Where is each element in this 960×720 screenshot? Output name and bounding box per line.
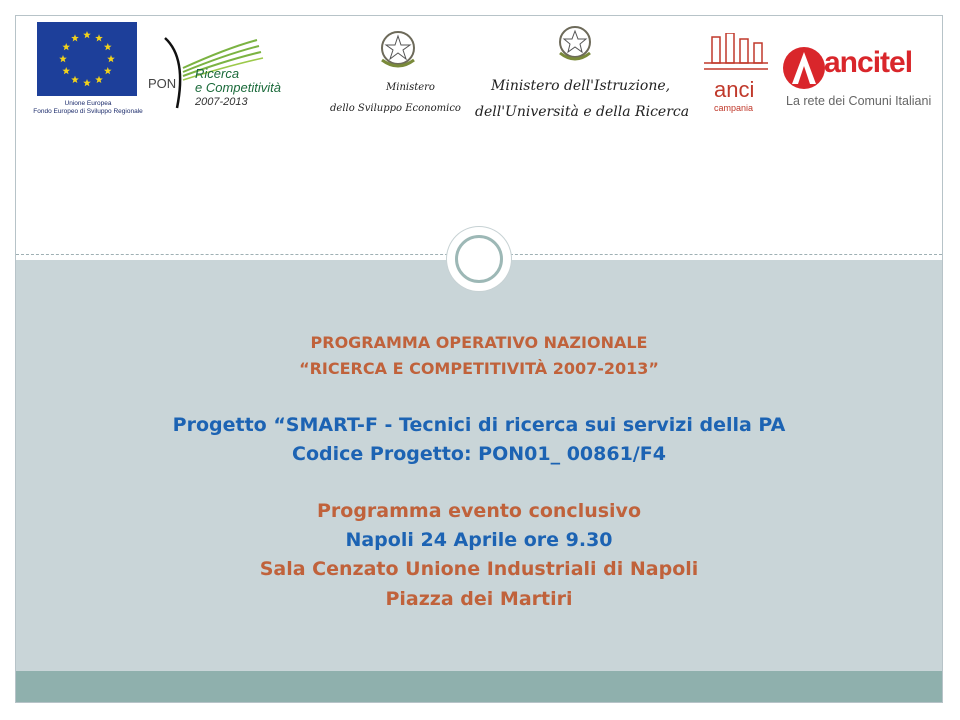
pon-years: 2007-2013 <box>195 96 248 108</box>
anci-region: campania <box>714 103 754 113</box>
eu-caption-line1: Unione Europea <box>64 100 112 107</box>
pon-logo <box>147 28 307 118</box>
miur-logo <box>475 20 690 128</box>
italian-emblem-icon <box>330 22 480 82</box>
event-venue: Sala Cenzato Unione Industriali di Napoli <box>259 558 699 580</box>
pon-title-line2: e Competitività <box>195 80 281 95</box>
divider-ornament <box>447 227 511 291</box>
ancitel-name: ancitel <box>824 46 913 79</box>
miur-line1: Ministero dell'Istruzione, <box>491 78 671 94</box>
miur-line2: dell'Università e della Ricerca <box>475 104 690 120</box>
italian-emblem-icon <box>475 20 680 80</box>
mise-line1: Ministero <box>386 82 435 93</box>
mise-line2: dello Sviluppo Economico <box>330 103 461 114</box>
project-name: Progetto “SMART-F - Tecnici di ricerca sui servizi della PA <box>172 414 786 436</box>
anci-towers-icon <box>700 33 772 81</box>
ancitel-logo <box>780 42 940 114</box>
eu-caption <box>30 100 146 116</box>
programme-title: PROGRAMMA OPERATIVO NAZIONALE <box>310 333 648 352</box>
anci-name: anci <box>714 77 755 102</box>
pon-prefix: PON <box>148 76 177 91</box>
eu-flag-logo <box>37 22 137 96</box>
eu-flag-icon <box>37 22 137 96</box>
ancitel-a-icon <box>782 44 826 98</box>
event-date: Napoli 24 Aprile ore 9.30 <box>345 529 613 551</box>
event-address: Piazza dei Martiri <box>385 588 573 610</box>
ancitel-tagline: La rete dei Comuni Italiani <box>786 94 932 108</box>
mise-logo <box>330 22 480 127</box>
programme-subtitle: “RICERCA E COMPETITIVITÀ 2007-2013” <box>299 359 659 378</box>
event-title: Programma evento conclusivo <box>316 500 641 522</box>
pon-title-line1: Ricerca <box>195 66 240 81</box>
ring-icon <box>455 235 503 283</box>
project-code: Codice Progetto: PON01_ 00861/F4 <box>292 443 666 465</box>
footer-bar <box>16 671 942 702</box>
anci-campania-logo <box>700 33 772 118</box>
eu-caption-line2: Fondo Europeo di Sviluppo Regionale <box>33 108 143 115</box>
